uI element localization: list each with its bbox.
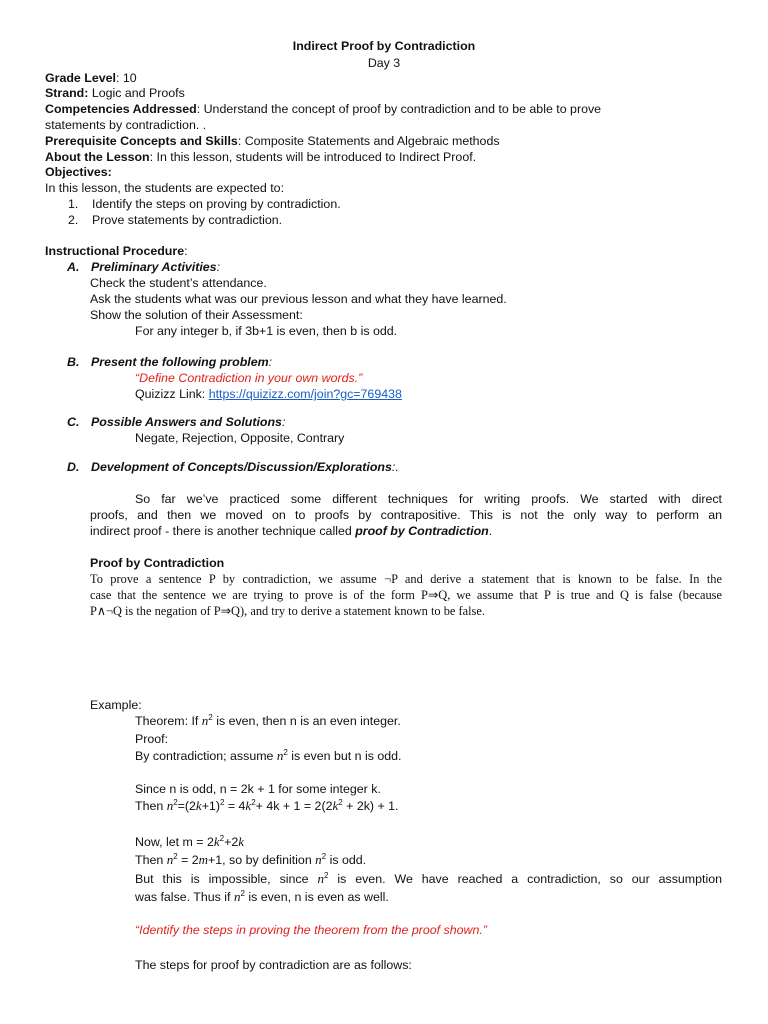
section-c-answer: Negate, Rejection, Opposite, Contrary [135, 431, 345, 445]
discussion-line: So far we’ve practiced some different techniques for writing proofs. We started with direct [135, 492, 722, 506]
section-d-heading: D. Development of Concepts/Discussion/Explorations:. [67, 460, 399, 474]
section-a-line: Ask the students what was our previous lesson and what they have learned. [90, 292, 507, 306]
discussion-line: proofs, and then we moved on to proofs by contrapositive. This is not the only way to perform an [90, 508, 722, 522]
example-then: Then $n^2=(2k+1)^2 = 4k^2+ 4k + 1 = 2(2k^2 + 2k) + 1$. [135, 798, 399, 813]
pbc-line: case that the sentence we are trying to prove is of the form P⇒Q, we assume that P is true and Q is false (because [90, 588, 722, 602]
section-a-heading: A. Preliminary Activities: [67, 260, 221, 274]
competencies: Competencies Addressed: Understand the concept of proof by contradiction and to be able to prove [45, 102, 602, 116]
objective-item: 2. Prove statements by contradiction. [68, 213, 283, 227]
section-a-sub: For any integer b, if 3b+1 is even, then b is odd. [135, 324, 398, 338]
steps-intro: The steps for proof by contradiction are as follows: [135, 958, 412, 972]
objective-item: 1. Identify the steps on proving by contradiction. [68, 197, 341, 211]
section-b-heading: B. Present the following problem: [67, 355, 273, 369]
example-theorem: Theorem: If $n^2$ is even, then n is an even integer. [135, 713, 401, 728]
prerequisites: Prerequisite Concepts and Skills: Composite Statements and Algebraic methods [45, 134, 500, 148]
example-proof-label: Proof: [135, 732, 169, 746]
grade-level: Grade Level: 10 [45, 71, 137, 85]
about-lesson: About the Lesson: In this lesson, students will be introduced to Indirect Proof. [45, 150, 477, 164]
example-since: Since n is odd, n = 2k + 1 for some integer k. [135, 782, 381, 796]
strand: Strand: Logic and Proofs [45, 86, 185, 100]
section-a-line: Show the solution of their Assessment: [90, 308, 303, 322]
example-but: But this is impossible, since $n^2$ is even. We have reached a contradiction, so our assumption [135, 871, 722, 886]
competencies-cont: statements by contradiction. . [45, 118, 207, 132]
example-thus: was false. Thus if $n^2$ is even, n is even as well. [135, 889, 389, 904]
doc-title: Indirect Proof by Contradiction [292, 39, 476, 53]
example-then2: Then $n^2 = 2m+1$, so by definition $n^2$ is odd. [135, 852, 367, 867]
procedure-heading: Instructional Procedure: [45, 244, 188, 258]
discussion-line: indirect proof - there is another technique called proof by Contradiction. [90, 524, 493, 538]
quizizz-line: Quizizz Link: https://quizizz.com/join?gc=769438 [135, 387, 402, 401]
example-assume: By contradiction; assume $n^2$ is even but n is odd. [135, 748, 402, 763]
example-quote: “Identify the steps in proving the theorem from the proof shown.” [135, 923, 487, 937]
pbc-heading: Proof by Contradiction [90, 556, 225, 570]
section-c-heading: C. Possible Answers and Solutions: [67, 415, 286, 429]
example-label: Example: [90, 698, 142, 712]
section-a-line: Check the student’s attendance. [90, 276, 267, 290]
example-let: Now, let $m = 2k^2+2k$ [135, 834, 245, 849]
pbc-line: To prove a sentence P by contradiction, we assume ¬P and derive a statement that is known to be false. In the [90, 572, 722, 586]
quizizz-link[interactable]: https://quizizz.com/join?gc=769438 [208, 387, 402, 401]
doc-day: Day 3 [367, 56, 401, 70]
section-b-quote: “Define Contradiction in your own words.” [135, 371, 363, 385]
objectives-heading: Objectives: [45, 165, 112, 179]
objectives-intro: In this lesson, the students are expected to: [45, 181, 285, 195]
pbc-line: P∧¬Q is the negation of P⇒Q), and try to derive a statement known to be false. [90, 604, 485, 618]
